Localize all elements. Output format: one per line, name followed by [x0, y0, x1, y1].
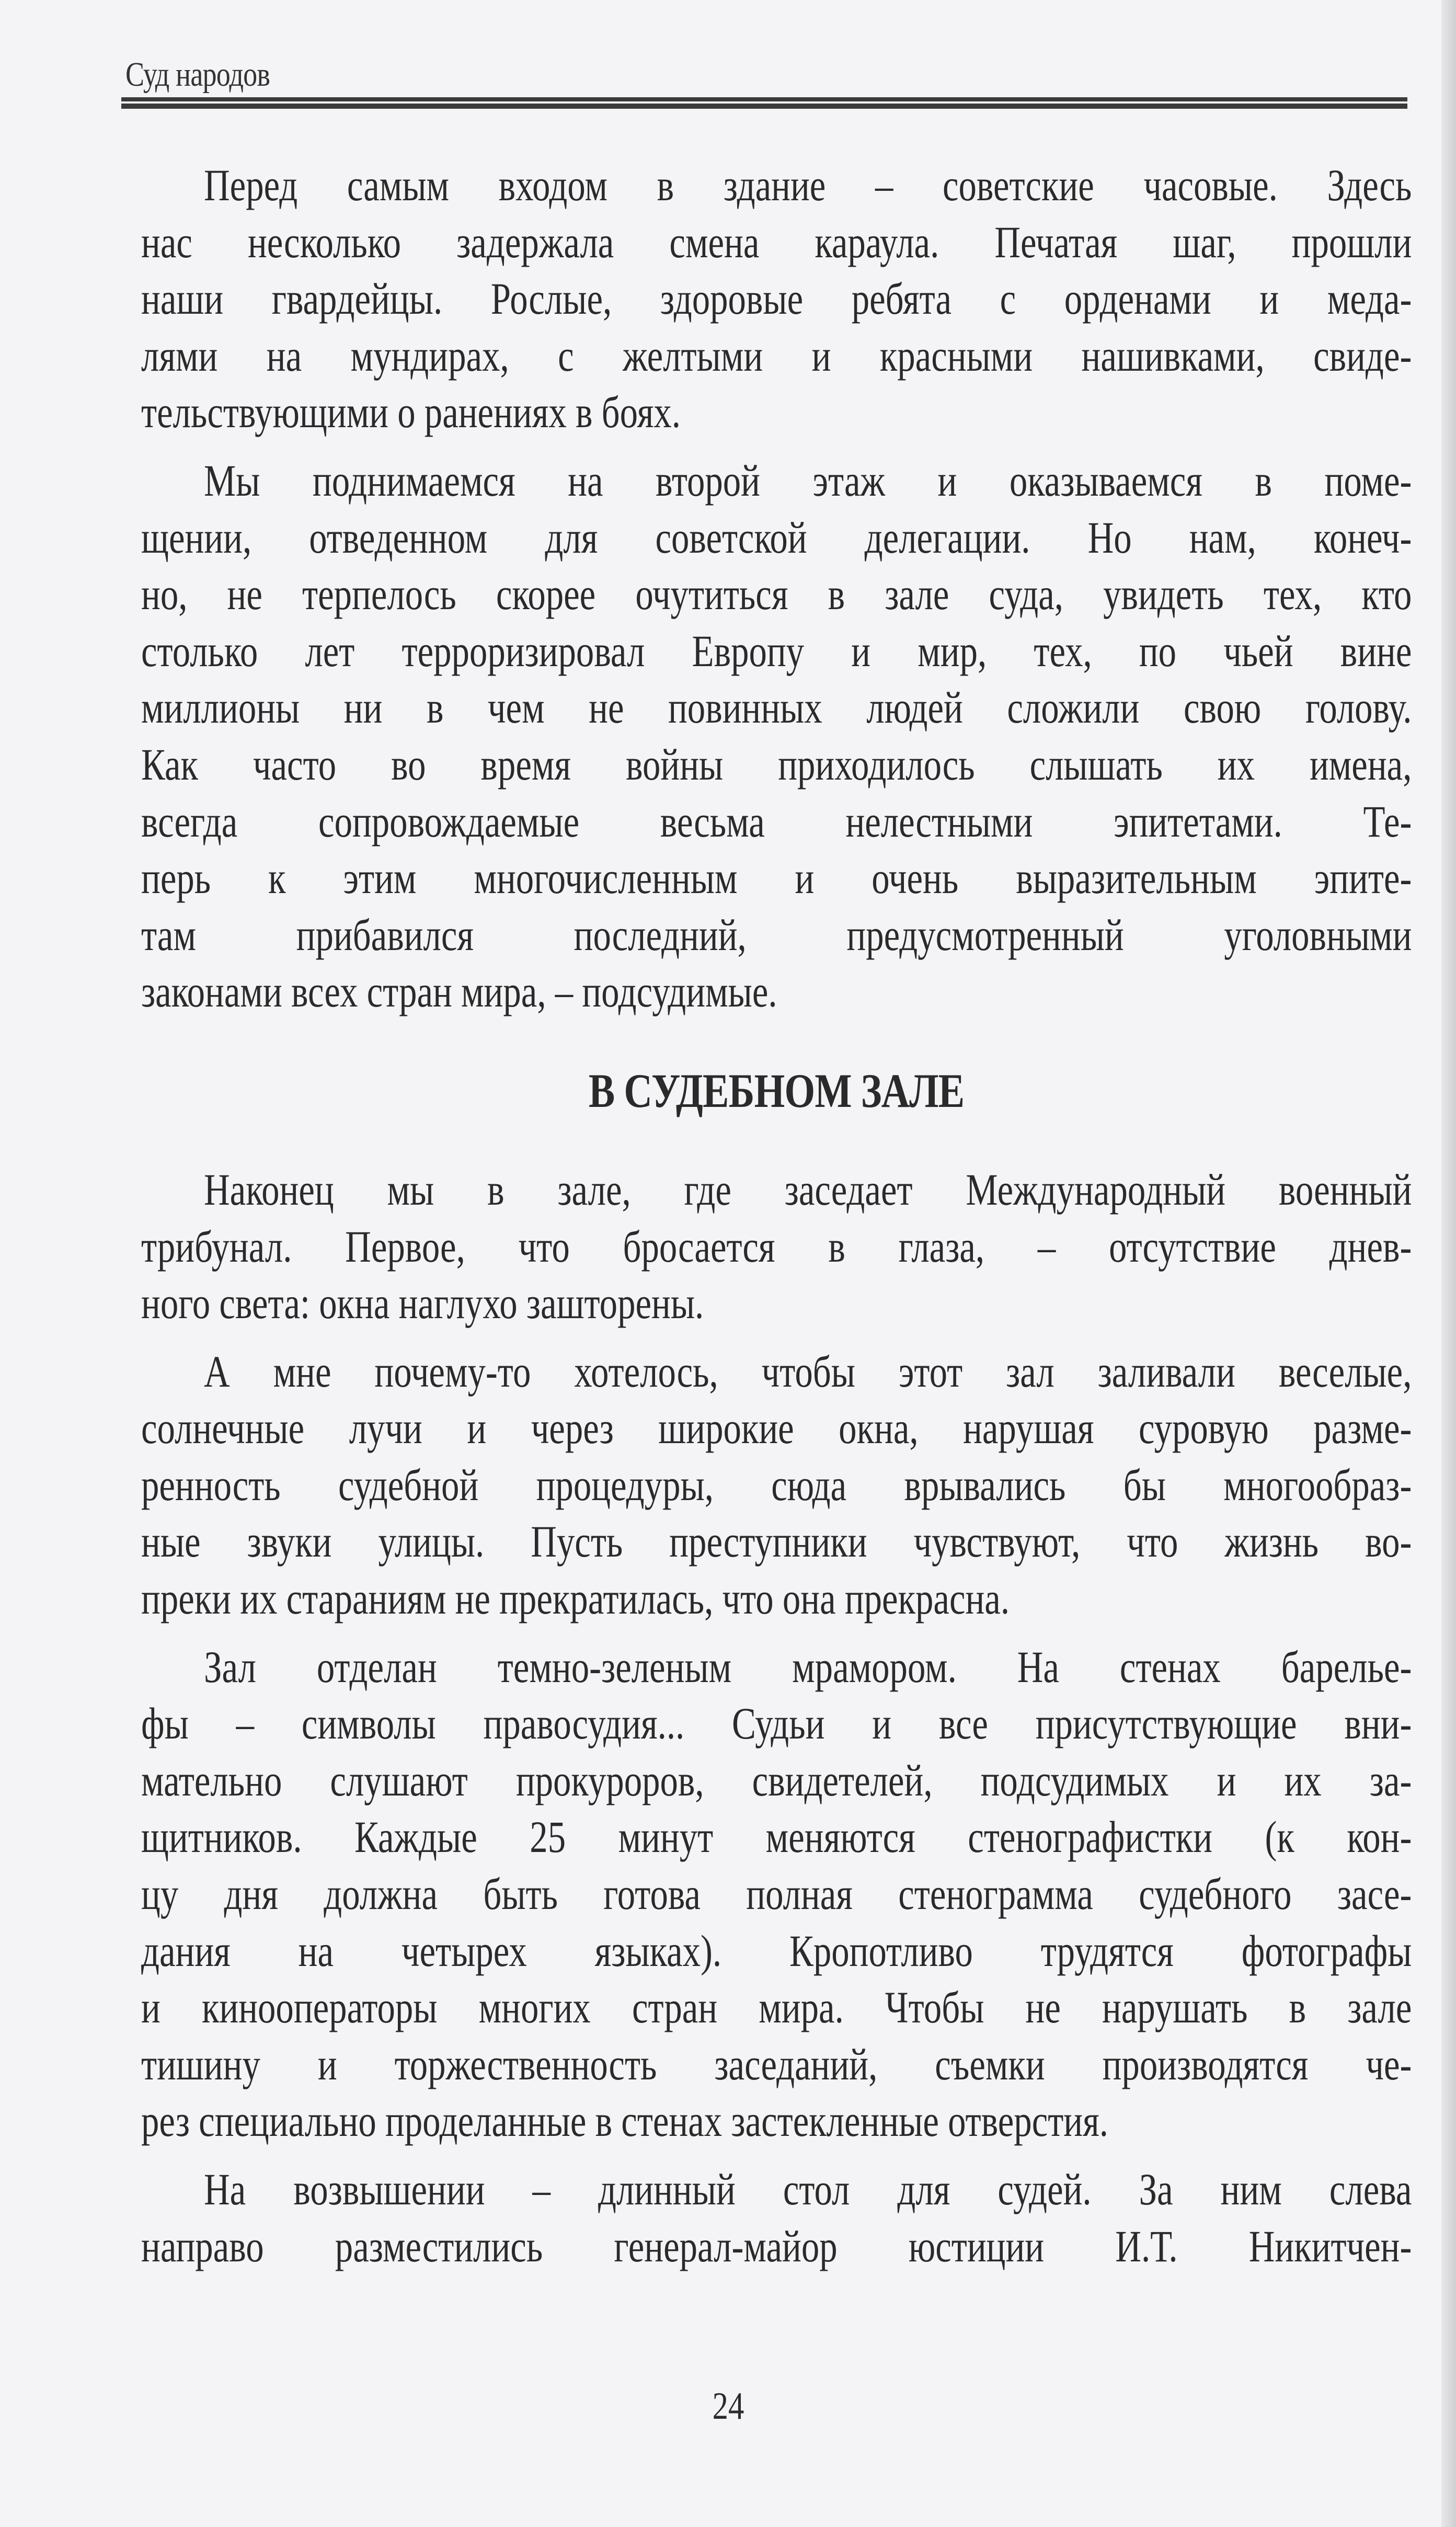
header-double-rule — [121, 95, 1407, 112]
section-heading — [141, 1051, 1412, 1130]
paragraph — [141, 1161, 1412, 1332]
text-line: щении, отведенном для советской делегации. Но нам, конеч- — [141, 512, 1412, 563]
text-line: миллионы ни в чем не повинных людей сложили свою голову. — [141, 682, 1412, 733]
rule-line — [121, 97, 1407, 101]
text-line: А мне почему-то хотелось, чтобы этот зал заливали веселые, — [204, 1346, 1412, 1397]
text-line: ренность судебной процедуры, сюда врывались бы многообраз- — [141, 1459, 1412, 1510]
text-line: там прибавился последний, предусмотренный уголовными — [141, 909, 1412, 960]
text-line: тельствующими о ранениях в боях. — [141, 387, 681, 438]
text-line: трибунал. Первое, что бросается в глаза, – отсутствие днев- — [141, 1221, 1412, 1272]
text-line: нас несколько задержала смена караула. Печатая шаг, прошли — [141, 216, 1412, 267]
text-line: фы – символы правосудия... Судьи и все присутствующие вни- — [141, 1698, 1412, 1749]
paragraph — [141, 2161, 1412, 2274]
text-line: Наконец мы в зале, где заседает Международный военный — [204, 1164, 1412, 1215]
body-text — [141, 157, 1412, 2274]
text-line: Зал отделан темно-зеленым мрамором. На стенах барелье- — [204, 1641, 1412, 1692]
text-line: цу дня должна быть готова полная стенограмма судебного засе- — [141, 1869, 1412, 1919]
running-head: Суд народов — [125, 55, 270, 94]
text-line: Перед самым входом в здание – советские часовые. Здесь — [204, 160, 1412, 210]
text-line: ного света: окна наглухо зашторены. — [141, 1278, 704, 1329]
rule-line — [121, 104, 1407, 109]
text-line: тишину и торжественность заседаний, съемки производятся че- — [141, 2039, 1412, 2089]
page-number-text: 24 — [712, 2385, 744, 2428]
page-edge — [1441, 0, 1456, 2527]
paragraph — [141, 452, 1412, 1020]
text-line: солнечные лучи и через широкие окна, нарушая суровую разме- — [141, 1403, 1412, 1454]
paragraph — [141, 1639, 1412, 2149]
page-number — [0, 2384, 1456, 2429]
text-line: законами всех стран мира, – подсудимые. — [141, 966, 777, 1017]
text-line: дания на четырех языках). Кропотливо трудятся фотографы — [141, 1925, 1412, 1976]
section-heading-text: В СУДЕБНОМ ЗАЛЕ — [588, 1064, 965, 1117]
text-line: преки их стараниям не прекратилась, что она прекрасна. — [141, 1573, 1010, 1624]
text-line: ные звуки улицы. Пусть преступники чувствуют, что жизнь во- — [141, 1516, 1412, 1567]
text-line: мательно слушают прокуроров, свидетелей, подсудимых и их за- — [141, 1755, 1412, 1805]
text-line: всегда сопровождаемые весьма нелестными эпитетами. Те- — [141, 796, 1412, 847]
text-line: перь к этим многочисленным и очень выразительным эпите- — [141, 853, 1412, 904]
paragraph — [141, 1343, 1412, 1627]
text-line: и кинооператоры многих стран мира. Чтобы не нарушать в зале — [141, 1982, 1412, 2033]
paragraph — [141, 157, 1412, 441]
text-line: Мы поднимаемся на второй этаж и оказываемся в поме- — [204, 455, 1412, 506]
text-line: столько лет терроризировал Европу и мир, тех, по чьей вине — [141, 625, 1412, 676]
text-line: направо разместились генерал-майор юстиции И.Т. Никитчен- — [141, 2221, 1412, 2271]
text-line: наши гвардейцы. Рослые, здоровые ребята с орденами и меда- — [141, 273, 1412, 324]
text-line: Как часто во время войны приходилось слышать их имена, — [141, 739, 1412, 790]
text-line: щитников. Каждые 25 минут меняются стенографистки (к кон- — [141, 1812, 1412, 1862]
text-line: На возвышении – длинный стол для судей. За ним слева — [204, 2164, 1412, 2214]
text-line: лями на мундирах, с желтыми и красными нашивками, свиде- — [141, 330, 1412, 381]
text-line: рез специально проделанные в стенах застекленные отверстия. — [141, 2096, 1108, 2146]
text-line: но, не терпелось скорее очутиться в зале суда, увидеть тех, кто — [141, 569, 1412, 620]
